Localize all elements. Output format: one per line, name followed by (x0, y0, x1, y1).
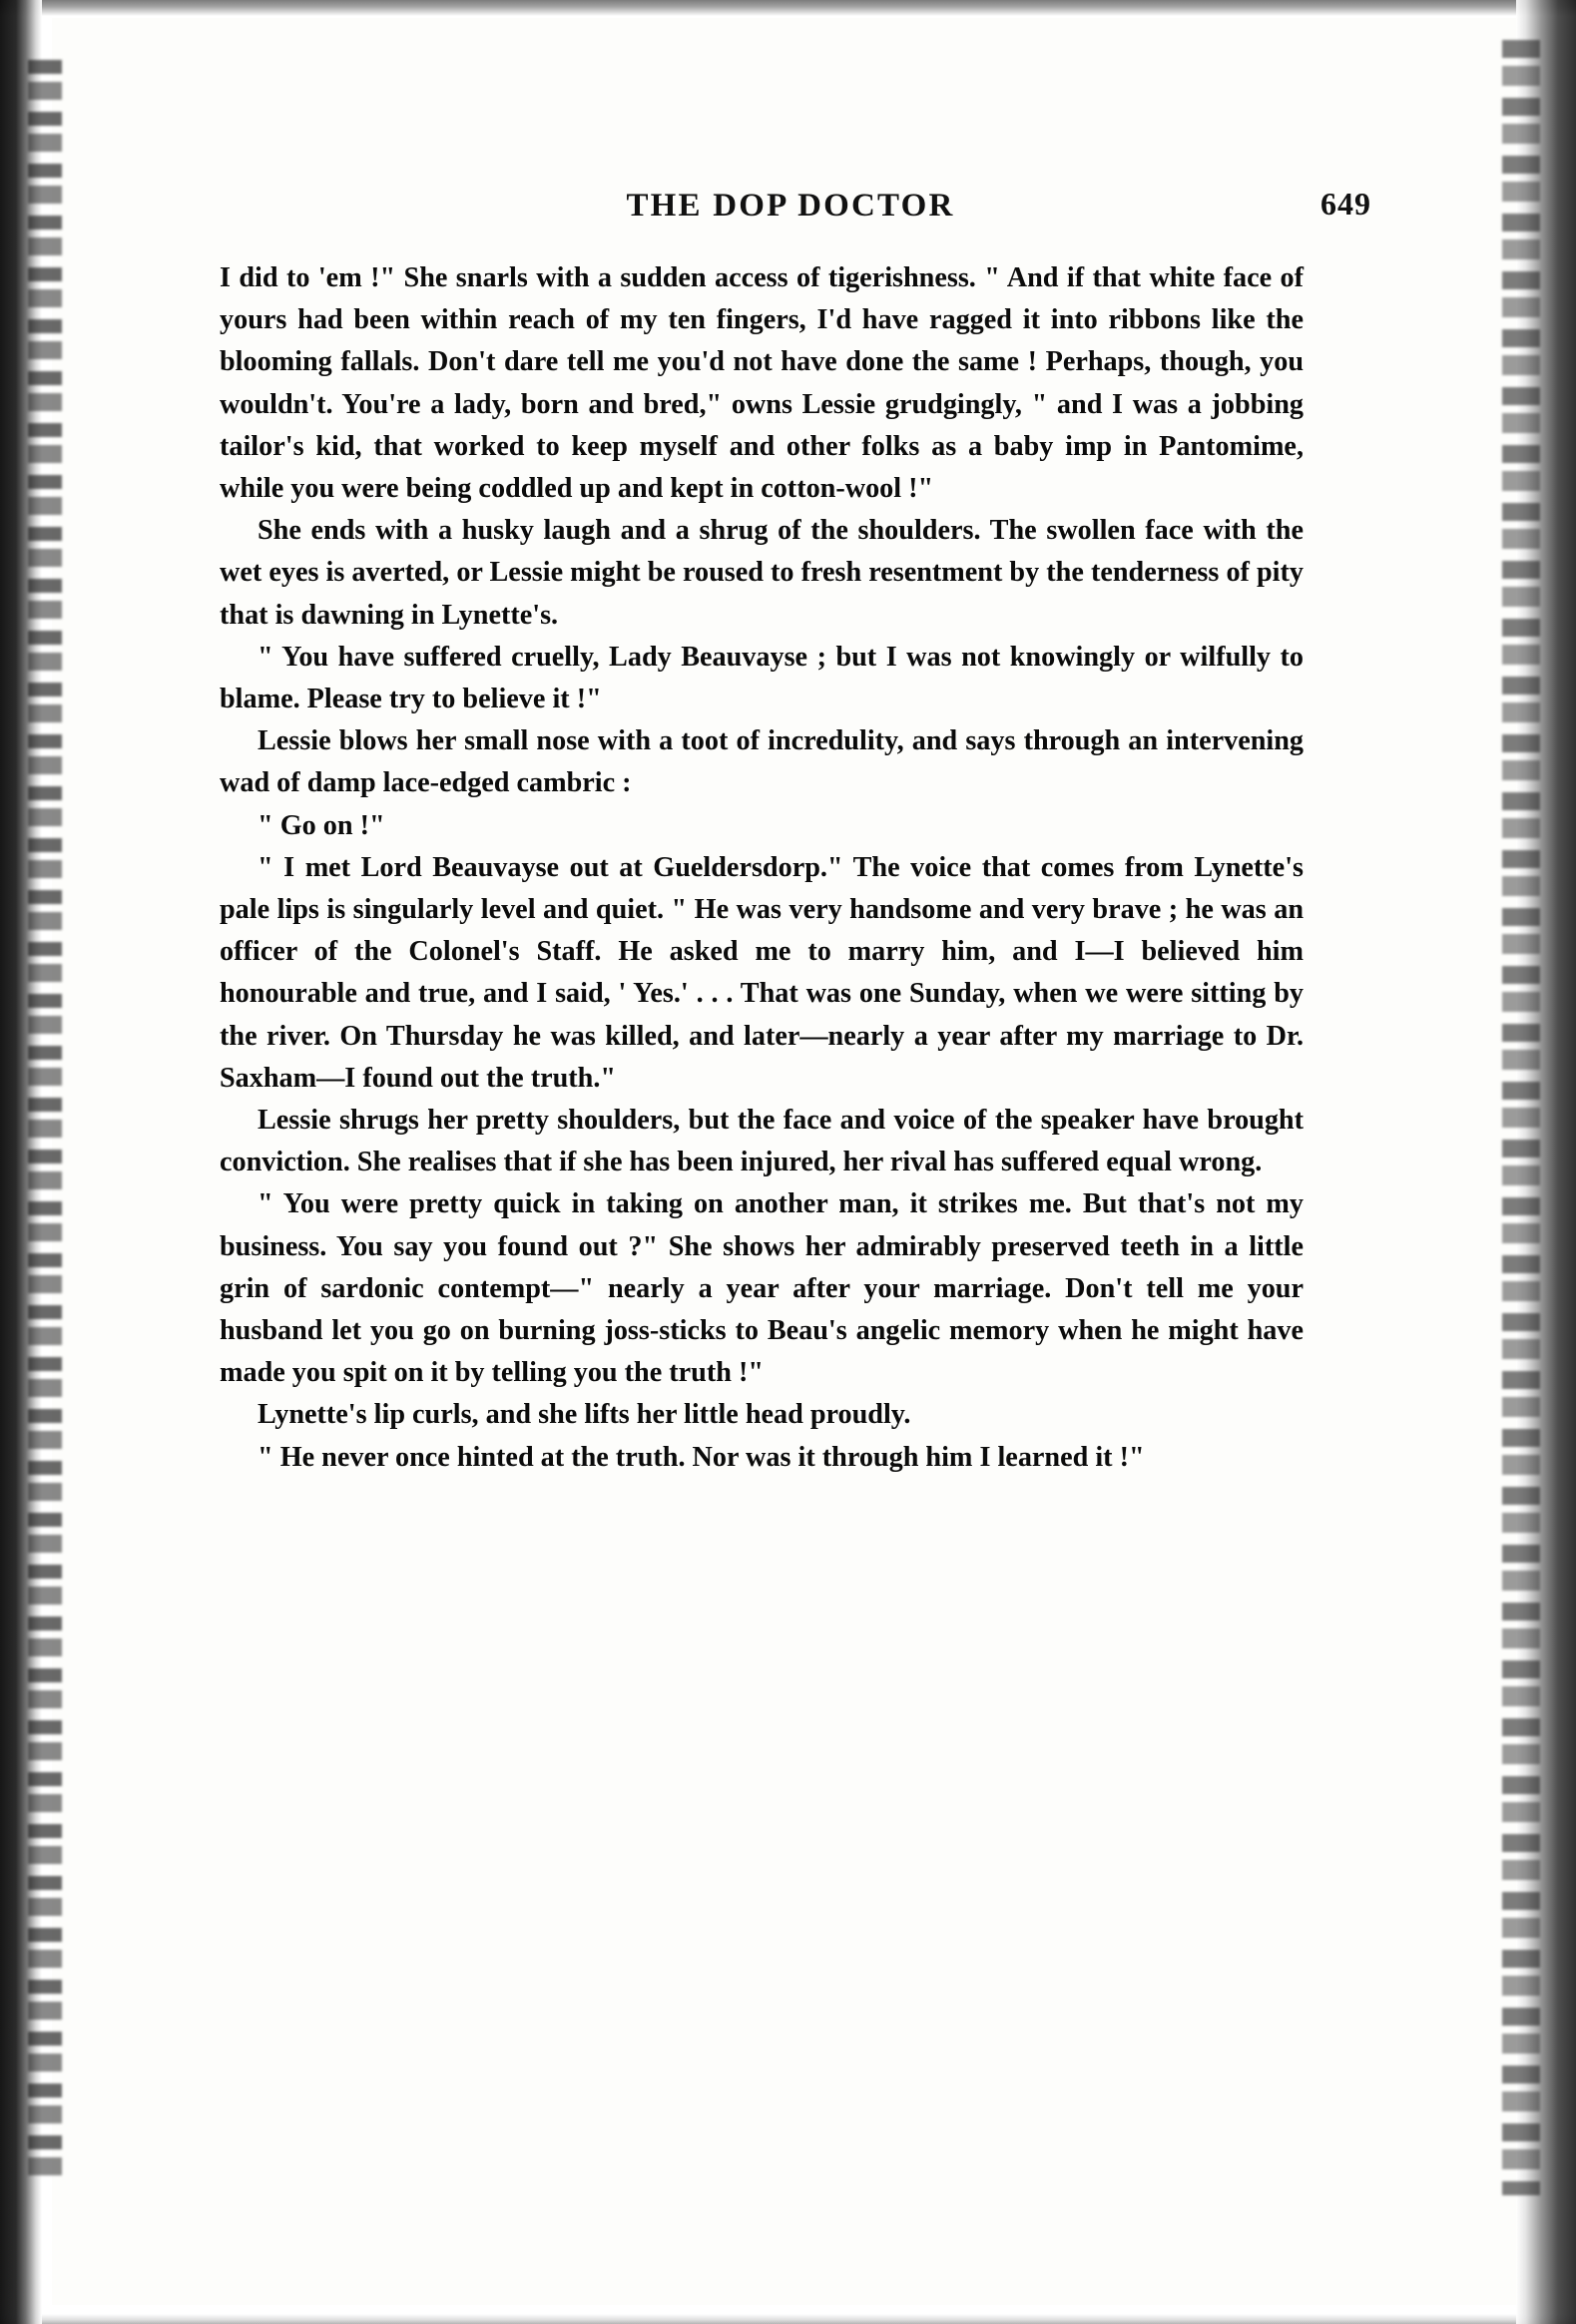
scan-artifact-right (1502, 40, 1540, 2195)
scan-edge-top (0, 0, 1576, 16)
page-title: THE DOP DOCTOR (626, 188, 955, 224)
paragraph: " You were pretty quick in taking on another man, it strikes me. But that's not my business. You say you found out ?" She shows her admirably preserved teeth in a little grin of sardonic contempt—" nearly a year after your marriage. Don't tell me your husband let you go on burning joss-sticks to Beau's angelic memory when he might have made you spit on it by telling you the truth !" (220, 1188, 1304, 1389)
paragraph: Lynette's lip curls, and she lifts her little head proudly. (258, 1399, 911, 1431)
paragraph: Lessie blows her small nose with a toot of incredulity, and says through an intervening wad of damp lace-edged cambric : (220, 725, 1304, 799)
page-sheet (52, 18, 1519, 2305)
scan-artifact-left (28, 60, 62, 2175)
paragraph: " He never once hinted at the truth. Nor was it through him I learned it !" (258, 1441, 1145, 1473)
paragraph: I did to 'em !" She snarls with a sudden access of tigerishness. " And if that white face of yours had been within reach of my ten fingers, I'd have ragged it into ribbons like the blooming fallals. Don't dare tell me you'd not have done the same ! Perhaps, though, you wouldn't. You're a lady, born and bred," owns Lessie grudgingly, " and I was a jobbing tailor's kid, that worked to keep myself and other folks as a baby imp in Pantomime, while you were being coddled up and kept in cotton-wool !" (220, 262, 1304, 505)
paragraph: " Go on !" (258, 809, 385, 841)
body-text (220, 257, 1304, 1479)
paragraph: " You have suffered cruelly, Lady Beauvayse ; but I was not knowingly or wilfully to blame. Please try to believe it !" (220, 641, 1304, 715)
paragraph: She ends with a husky laugh and a shrug of the shoulders. The swollen face with the wet eyes is averted, or Lessie might be roused to fresh resentment by the tenderness of pity that is dawning in Lynette's. (220, 515, 1304, 631)
running-head (202, 188, 1379, 225)
paragraph: " I met Lord Beauvayse out at Gueldersdorp." The voice that comes from Lynette's pale lips is singularly level and quiet. " He was very handsome and very brave ; he was an officer of the Colonel's Staff. He asked me to marry him, and I—I believed him honourable and true, and I said, ' Yes.' . . . That was one Sunday, when we were sitting by the river. On Thursday he was killed, and later—nearly a year after my marriage to Dr. Saxham—I found out the truth." (220, 851, 1304, 1094)
scan-edge-bottom (0, 2314, 1576, 2324)
paragraph: Lessie shrugs her pretty shoulders, but the face and voice of the speaker have brought conviction. She realises that if she has been injured, her rival has suffered equal wrong. (220, 1105, 1304, 1178)
page-number: 649 (1320, 186, 1371, 222)
